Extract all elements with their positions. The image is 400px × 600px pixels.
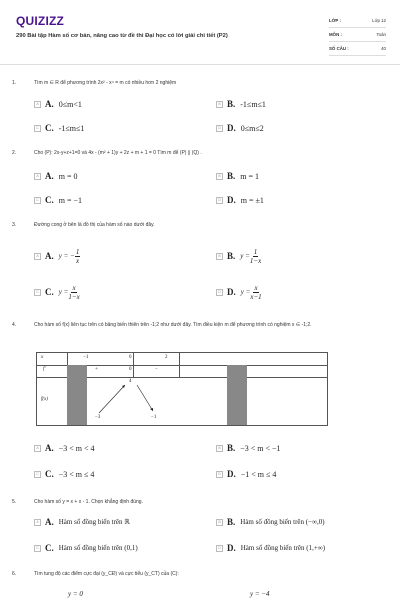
- increase-arrow: [99, 385, 125, 413]
- option-label: B.: [227, 517, 236, 527]
- fraction-numerator: 1: [253, 247, 258, 256]
- option-box[interactable]: A: [34, 253, 41, 260]
- question-number: 4.: [12, 322, 17, 328]
- option-text: m = −1: [58, 195, 82, 205]
- option-label: C.: [45, 469, 54, 479]
- fx-end: −1: [151, 415, 157, 420]
- option-label: A.: [45, 517, 54, 527]
- partial-option: y = −4: [250, 590, 270, 598]
- option-d[interactable]: [216, 468, 276, 480]
- option-fraction: [68, 284, 79, 301]
- option-d[interactable]: [216, 194, 264, 206]
- option-label: D.: [227, 543, 236, 553]
- option-label: A.: [45, 251, 54, 261]
- fx-max: 4: [129, 379, 132, 384]
- option-d[interactable]: [216, 283, 262, 301]
- option-fraction: [250, 284, 261, 301]
- fraction-numerator: x: [254, 283, 258, 292]
- option-box[interactable]: D: [216, 289, 223, 296]
- option-box[interactable]: A: [34, 101, 41, 108]
- meta-count-key: SỐ CÂU :: [329, 46, 349, 51]
- option-box[interactable]: A: [34, 445, 41, 452]
- option-prefix: y = −: [58, 252, 75, 260]
- meta-count-row: [329, 42, 386, 56]
- option-fraction: [250, 248, 261, 265]
- option-b[interactable]: [216, 442, 281, 454]
- question-text: Cho hàm số f(x) liên tục trên có bảng biến thiên trên -1;2 như dưới đây. Tìm điều kiện m để phương trình có nghiệm x ∈ -1;2.: [34, 322, 312, 328]
- option-box[interactable]: B: [216, 253, 223, 260]
- option-a[interactable]: [34, 516, 130, 528]
- fprime-sign: −: [155, 367, 158, 372]
- x-value: 2: [165, 355, 168, 360]
- option-box[interactable]: D: [216, 125, 223, 132]
- option-label: D.: [227, 123, 236, 133]
- option-prefix: y =: [240, 252, 250, 260]
- fprime-zero: 0: [129, 367, 132, 372]
- header-divider: [0, 64, 400, 65]
- question-text: Cho hàm số y = x + x - 1. Chọn khẳng định đúng.: [34, 499, 143, 505]
- option-box[interactable]: B: [216, 445, 223, 452]
- option-label: D.: [227, 287, 236, 297]
- option-box[interactable]: C: [34, 125, 41, 132]
- option-b[interactable]: [216, 247, 262, 265]
- worksheet-header: [0, 0, 400, 58]
- option-label: C.: [45, 543, 54, 553]
- option-text: m = 0: [58, 171, 78, 181]
- variation-arrows: [37, 353, 327, 425]
- option-prefix: y =: [58, 288, 69, 296]
- decrease-arrow: [137, 385, 153, 411]
- option-a[interactable]: [34, 442, 95, 454]
- option-label: D.: [227, 195, 236, 205]
- option-c[interactable]: [34, 283, 80, 301]
- option-text: Hàm số đồng biến trên (−∞,0): [240, 518, 325, 526]
- variation-table: [36, 352, 328, 426]
- option-text: −3 < m < −1: [240, 443, 281, 453]
- fraction-numerator: 1: [75, 247, 80, 256]
- option-label: A.: [45, 443, 54, 453]
- option-c[interactable]: [34, 468, 94, 480]
- option-text: m = 1: [240, 171, 259, 181]
- option-c[interactable]: [34, 194, 82, 206]
- option-d[interactable]: [216, 122, 264, 134]
- meta-subject-row: [329, 28, 386, 42]
- option-box[interactable]: C: [34, 471, 41, 478]
- option-b[interactable]: [216, 516, 325, 528]
- fx-start: −3: [95, 415, 101, 420]
- x-value: 0: [129, 355, 132, 360]
- meta-count-value: 40: [381, 46, 386, 51]
- option-label: B.: [227, 251, 236, 261]
- question-text: Tìm tung độ các điểm cực đại (y_CĐ) và cực tiểu (y_CT) của (C):: [34, 571, 179, 577]
- row-label-x: x: [41, 355, 44, 360]
- fraction-denominator: x−1: [250, 292, 262, 301]
- question-number: 6.: [12, 571, 17, 577]
- option-box[interactable]: D: [216, 197, 223, 204]
- option-label: B.: [227, 99, 236, 109]
- option-box[interactable]: D: [216, 471, 223, 478]
- option-label: C.: [45, 287, 54, 297]
- x-value: −1: [83, 355, 89, 360]
- question-text: Tìm m ∈ R để phương trình 2x² - x⁴ = m có nhiều hơn 2 nghiệm: [34, 80, 177, 86]
- option-text: Hàm số đồng biến trên ℝ: [58, 518, 130, 526]
- question-text: Đường cong ở bên là đồ thị của hàm số nào dưới đây.: [34, 222, 155, 228]
- option-text: −3 < m ≤ 4: [58, 469, 95, 479]
- option-d[interactable]: [216, 542, 325, 554]
- fraction-numerator: x: [72, 283, 76, 292]
- row-label-fprime: f′: [43, 367, 46, 372]
- worksheet-meta: [329, 14, 386, 56]
- option-box[interactable]: A: [34, 173, 41, 180]
- row-label-fx: f(x): [41, 397, 48, 402]
- option-label: B.: [227, 443, 236, 453]
- meta-grade-value: Lớp 12: [372, 18, 386, 23]
- option-text: -1≤m≤1: [58, 123, 85, 133]
- option-b[interactable]: [216, 170, 259, 182]
- option-text: 0≤m≤2: [240, 123, 264, 133]
- option-box[interactable]: A: [34, 519, 41, 526]
- option-box[interactable]: B: [216, 173, 223, 180]
- option-label: D.: [227, 469, 236, 479]
- option-text: Hàm số đồng biến trên (0,1): [58, 544, 138, 552]
- option-label: B.: [227, 171, 236, 181]
- option-c[interactable]: [34, 122, 84, 134]
- option-text: 0≤m<1: [58, 99, 82, 109]
- option-text: −3 < m < 4: [58, 443, 95, 453]
- option-box[interactable]: C: [34, 289, 41, 296]
- question-number: 5.: [12, 499, 17, 505]
- option-label: A.: [45, 171, 54, 181]
- question-number: 1.: [12, 80, 17, 86]
- worksheet-title: 290 Bài tập Hàm số cơ bản, nâng cao từ đề thi Đại học có lời giải chi tiết (P2): [16, 33, 228, 39]
- fraction-denominator: x: [76, 256, 80, 265]
- option-label: C.: [45, 195, 54, 205]
- partial-option: y = 0: [68, 590, 83, 598]
- question-number: 2.: [12, 150, 17, 156]
- option-box[interactable]: C: [34, 197, 41, 204]
- option-a[interactable]: [34, 247, 80, 265]
- option-text: -1≤m≤1: [240, 99, 266, 109]
- option-box[interactable]: B: [216, 101, 223, 108]
- option-text: Hàm số đồng biến trên (1,+∞): [240, 544, 326, 552]
- meta-grade-row: [329, 14, 386, 28]
- option-box[interactable]: C: [34, 545, 41, 552]
- option-a[interactable]: [34, 98, 82, 110]
- quizizz-logo: QUIZIZZ: [16, 14, 65, 28]
- option-prefix: y =: [240, 288, 251, 296]
- fraction-denominator: 1−x: [68, 292, 80, 301]
- option-fraction: [75, 248, 81, 265]
- meta-grade-key: LỚP :: [329, 18, 341, 23]
- option-box[interactable]: B: [216, 519, 223, 526]
- option-text: −1 < m ≤ 4: [240, 469, 277, 479]
- fraction-denominator: 1−x: [249, 256, 262, 265]
- question-text: Cho (P): 2x-y+z+1=0 và 4x - (m² + 1)y + 2z + m + 1 = 0 Tìm m để (P) ∥ (Q) .: [34, 150, 202, 156]
- fprime-sign: +: [95, 367, 98, 372]
- question-number: 3.: [12, 222, 17, 228]
- option-a[interactable]: [34, 170, 77, 182]
- meta-subject-value: Toán: [376, 32, 386, 37]
- option-label: A.: [45, 99, 54, 109]
- option-box[interactable]: D: [216, 545, 223, 552]
- option-b[interactable]: [216, 98, 266, 110]
- option-c[interactable]: [34, 542, 138, 554]
- option-label: C.: [45, 123, 54, 133]
- option-text: m = ±1: [240, 195, 264, 205]
- meta-subject-key: MÔN :: [329, 32, 342, 37]
